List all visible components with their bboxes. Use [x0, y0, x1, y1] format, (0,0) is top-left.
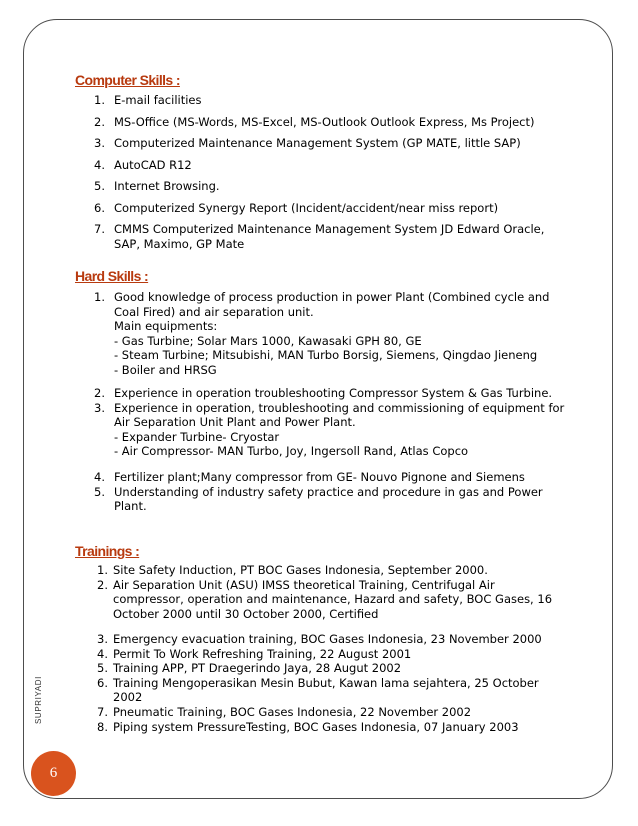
item-text: AutoCAD R12 — [114, 157, 192, 172]
list-item — [94, 179, 544, 201]
item-text: Understanding of industry safety practice and procedure in gas and Power Plant. — [114, 484, 543, 514]
computer-skills-list — [94, 93, 544, 257]
item-number: 3. — [94, 400, 105, 415]
item-text: Air Separation Unit (ASU) IMSS theoretical Training, Centrifugal Air compressor, operation and maintenance, Hazard and safety, BOC Gases, 16 October 2000 until 30 October 2000, Certified — [113, 577, 553, 621]
trainings-group-2 — [94, 632, 542, 734]
item-text: Good knowledge of process production in power Plant (Combined cycle and Coal Fired) and air separation unit. Main equipments: - Gas Turbine; Solar Mars 1000, Kawasaki GPH 80, GE - Steam Turbine; Mitsubishi, MAN Turbo Borsig, Siemens, Qingdao Jieneng - Boiler and HRSG — [114, 290, 550, 377]
item-text: MS-Office (MS-Words, MS-Excel, MS-Outlook Outlook Express, Ms Project) — [114, 114, 535, 129]
item-number: 7. — [94, 222, 105, 236]
hard-skills-group-1 — [94, 290, 549, 378]
item-text: Permit To Work Refreshing Training, 22 August 2001 — [113, 646, 412, 661]
item-number: 2. — [97, 577, 108, 592]
list-item — [94, 222, 544, 257]
item-text: Training APP, PT Draegerindo Jaya, 28 Augut 2002 — [113, 661, 402, 676]
list-item — [94, 647, 542, 662]
hard-skills-group-2 — [94, 386, 564, 459]
trainings-group-1 — [94, 563, 552, 621]
item-text: E-mail facilities — [114, 93, 202, 107]
item-number: 2. — [94, 114, 105, 129]
item-number: 8. — [97, 719, 108, 734]
item-text: Training Mengoperasikan Mesin Bubut, Kawan lama sejahtera, 25 October 2002 — [113, 675, 539, 705]
hard-skills-group-3 — [94, 470, 543, 514]
item-number: 7. — [97, 704, 108, 719]
list-item — [94, 632, 542, 647]
list-item — [94, 578, 552, 622]
item-text: Experience in operation troubleshooting Compressor System & Gas Turbine. — [114, 386, 553, 400]
item-text: Piping system PressureTesting, BOC Gases Indonesia, 07 January 2003 — [113, 719, 519, 734]
item-number: 5. — [97, 661, 108, 676]
item-number: 1. — [94, 93, 105, 107]
list-item — [94, 661, 542, 676]
item-number: 4. — [97, 646, 108, 661]
list-item — [94, 386, 564, 401]
item-number: 6. — [97, 675, 108, 690]
list-item — [94, 485, 543, 514]
list-item — [94, 158, 544, 180]
trainings-heading: Trainings : — [75, 543, 140, 559]
item-number: 1. — [97, 563, 108, 577]
item-text: CMMS Computerized Maintenance Management System JD Edward Oracle, SAP, Maximo, GP Mate — [114, 222, 545, 251]
item-number: 3. — [94, 136, 105, 150]
list-item — [94, 470, 543, 485]
list-item — [94, 136, 544, 158]
item-number: 5. — [94, 179, 105, 193]
item-text: Internet Browsing. — [114, 179, 220, 193]
author-name: SUPRIYADI — [34, 676, 43, 724]
list-item — [94, 563, 552, 578]
list-item — [94, 290, 549, 378]
hard-skills-heading: Hard Skills : — [75, 268, 149, 284]
item-number: 3. — [97, 632, 108, 646]
item-number: 6. — [94, 200, 105, 215]
list-item — [94, 93, 544, 115]
item-number: 1. — [94, 290, 105, 304]
list-item — [94, 705, 542, 720]
item-text: Computerized Maintenance Management System (GP MATE, little SAP) — [114, 136, 521, 150]
item-number: 4. — [94, 157, 105, 172]
list-item — [94, 401, 564, 459]
item-text: Emergency evacuation training, BOC Gases Indonesia, 23 November 2000 — [113, 632, 542, 646]
item-number: 5. — [94, 484, 105, 499]
item-number: 2. — [94, 386, 105, 400]
computer-skills-heading: Computer Skills : — [75, 72, 180, 88]
list-item — [94, 720, 542, 735]
item-text: Fertilizer plant;Many compressor from GE- Nouvo Pignone and Siemens — [114, 470, 525, 484]
item-text: Computerized Synergy Report (Incident/accident/near miss report) — [114, 200, 499, 215]
list-item — [94, 115, 544, 137]
page-number-badge: 6 — [31, 751, 76, 796]
item-text: Pneumatic Training, BOC Gases Indonesia, 22 November 2002 — [113, 704, 472, 719]
item-text: Site Safety Induction, PT BOC Gases Indonesia, September 2000. — [113, 563, 488, 577]
list-item — [94, 201, 544, 223]
list-item — [94, 676, 542, 705]
item-text: Experience in operation, troubleshooting and commissioning of equipment for Air Separation Unit Plant and Power Plant. - Expander Turbine- Cryostar - Air Compressor- MAN Turbo, Joy, Ingersoll Rand, Atlas Copco — [114, 400, 565, 459]
item-number: 4. — [94, 470, 105, 484]
